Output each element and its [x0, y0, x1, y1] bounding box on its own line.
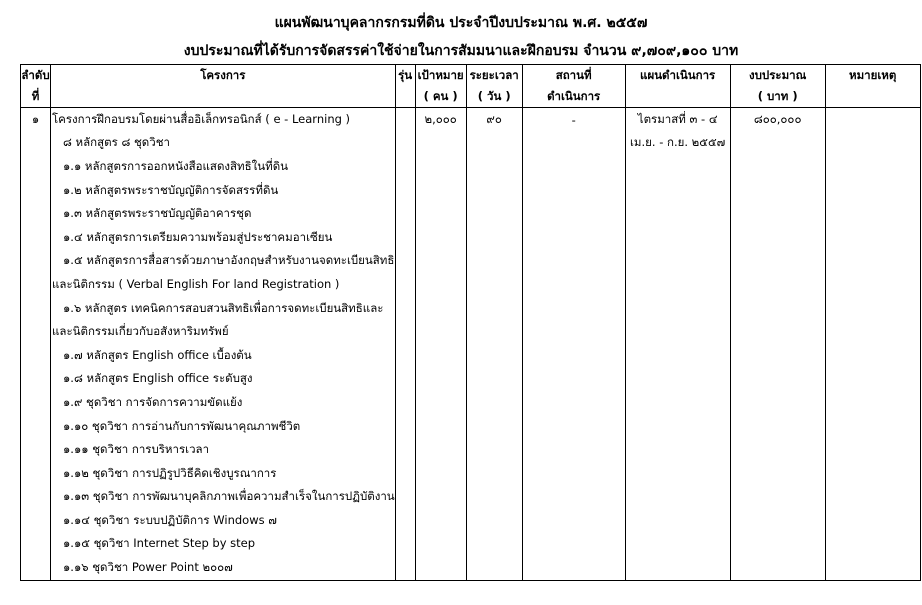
- cell-budget: [730, 509, 825, 533]
- cell-project: ๑.๑๔ ชุดวิชา ระบบปฏิบัติการ Windows ๗: [51, 509, 396, 533]
- cell-project: โครงการฝึกอบรมโดยผ่านสื่ออิเล็กทรอนิกส์ ( e - Learning ): [51, 108, 396, 132]
- table-row: [21, 108, 921, 132]
- cell-project: ๑.๙ ชุดวิชา การจัดการความขัดแย้ง: [51, 391, 396, 415]
- header-row-2: [21, 86, 921, 108]
- cell-target: [415, 462, 466, 486]
- cell-plan: [625, 179, 730, 203]
- col-batch-header: รุ่น: [395, 65, 415, 87]
- cell-target: [415, 320, 466, 344]
- cell-no: [21, 297, 51, 321]
- cell-place: [522, 368, 625, 392]
- cell-project: ๑.๖ หลักสูตร เทคนิคการสอบสวนสิทธิเพื่อการจดทะเบียนสิทธิและ: [51, 297, 396, 321]
- cell-remark: [825, 155, 920, 179]
- cell-no: [21, 155, 51, 179]
- cell-duration: [466, 368, 522, 392]
- table-row: [21, 155, 921, 179]
- cell-target: [415, 368, 466, 392]
- cell-no: [21, 533, 51, 557]
- cell-batch: [395, 438, 415, 462]
- cell-budget: [730, 438, 825, 462]
- cell-plan: [625, 320, 730, 344]
- cell-target: [415, 438, 466, 462]
- cell-target: [415, 202, 466, 226]
- cell-budget: [730, 486, 825, 510]
- cell-batch: [395, 368, 415, 392]
- table-row: [21, 368, 921, 392]
- cell-remark: [825, 533, 920, 557]
- table-row: [21, 297, 921, 321]
- cell-target: [415, 226, 466, 250]
- cell-no: [21, 320, 51, 344]
- cell-remark: [825, 556, 920, 580]
- cell-no: [21, 391, 51, 415]
- cell-place: -: [522, 108, 625, 132]
- col-no-header: ลำดับ: [21, 65, 51, 87]
- cell-budget: [730, 415, 825, 439]
- cell-duration: [466, 415, 522, 439]
- cell-place: [522, 509, 625, 533]
- cell-project: ๑.๔ หลักสูตรการเตรียมความพร้อมสู่ประชาคมอาเซียน: [51, 226, 396, 250]
- cell-duration: [466, 533, 522, 557]
- cell-budget: [730, 462, 825, 486]
- cell-duration: [466, 132, 522, 156]
- cell-budget: [730, 320, 825, 344]
- col-place-header-2: ดำเนินการ: [522, 86, 625, 108]
- cell-duration: [466, 179, 522, 203]
- table-row: [21, 438, 921, 462]
- cell-batch: [395, 415, 415, 439]
- cell-target: [415, 250, 466, 274]
- col-target-header: เป้าหมาย: [415, 65, 466, 87]
- cell-plan: [625, 438, 730, 462]
- col-duration-header: ระยะเวลา: [466, 65, 522, 87]
- cell-no: ๑: [21, 108, 51, 132]
- cell-no: [21, 226, 51, 250]
- cell-duration: [466, 438, 522, 462]
- col-target-unit: ( คน ): [415, 86, 466, 108]
- cell-batch: [395, 462, 415, 486]
- cell-target: [415, 179, 466, 203]
- cell-remark: [825, 509, 920, 533]
- table-row: [21, 132, 921, 156]
- cell-batch: [395, 509, 415, 533]
- document-title: แผนพัฒนาบุคลากรกรมที่ดิน ประจำปีงบประมาณ พ.ศ. ๒๕๕๗: [274, 15, 648, 31]
- cell-place: [522, 391, 625, 415]
- cell-batch: [395, 391, 415, 415]
- cell-budget: [730, 368, 825, 392]
- cell-duration: [466, 462, 522, 486]
- cell-duration: [466, 391, 522, 415]
- cell-target: [415, 486, 466, 510]
- table-row: [21, 344, 921, 368]
- cell-budget: [730, 297, 825, 321]
- cell-duration: [466, 226, 522, 250]
- cell-budget: [730, 132, 825, 156]
- cell-no: [21, 368, 51, 392]
- cell-project: และนิติกรรม ( Verbal English For land Registration ): [51, 273, 396, 297]
- col-no-header-2: ที่: [21, 86, 51, 108]
- cell-batch: [395, 250, 415, 274]
- cell-project: ๑.๑๖ ชุดวิชา Power Point ๒๐๐๗: [51, 556, 396, 580]
- cell-place: [522, 486, 625, 510]
- table-row: [21, 486, 921, 510]
- cell-duration: [466, 297, 522, 321]
- cell-place: [522, 250, 625, 274]
- cell-remark: [825, 438, 920, 462]
- cell-no: [21, 250, 51, 274]
- cell-remark: [825, 202, 920, 226]
- cell-target: [415, 391, 466, 415]
- cell-batch: [395, 556, 415, 580]
- cell-batch: [395, 486, 415, 510]
- cell-remark: [825, 368, 920, 392]
- cell-plan: [625, 273, 730, 297]
- cell-plan: [625, 486, 730, 510]
- col-project-header-2: [51, 86, 396, 108]
- cell-batch: [395, 202, 415, 226]
- cell-plan: [625, 344, 730, 368]
- cell-batch: [395, 320, 415, 344]
- table-row: [21, 391, 921, 415]
- cell-project: ๑.๘ หลักสูตร English office ระดับสูง: [51, 368, 396, 392]
- col-budget-header: งบประมาณ: [730, 65, 825, 87]
- cell-project: ๑.๑๐ ชุดวิชา การอ่านกับการพัฒนาคุณภาพชีวิต: [51, 415, 396, 439]
- cell-no: [21, 415, 51, 439]
- cell-duration: [466, 509, 522, 533]
- cell-duration: [466, 155, 522, 179]
- table-row: [21, 273, 921, 297]
- table-row: [21, 179, 921, 203]
- cell-remark: [825, 250, 920, 274]
- cell-place: [522, 179, 625, 203]
- cell-place: [522, 297, 625, 321]
- cell-target: [415, 415, 466, 439]
- cell-duration: [466, 273, 522, 297]
- cell-remark: [825, 344, 920, 368]
- cell-plan: [625, 250, 730, 274]
- cell-plan: [625, 509, 730, 533]
- cell-no: [21, 202, 51, 226]
- cell-budget: [730, 273, 825, 297]
- col-budget-unit: ( บาท ): [730, 86, 825, 108]
- table-row: [21, 415, 921, 439]
- cell-duration: [466, 202, 522, 226]
- cell-project: ๑.๑๓ ชุดวิชา การพัฒนาบุคลิกภาพเพื่อความสำเร็จในการปฏิบัติงาน: [51, 486, 396, 510]
- cell-duration: [466, 486, 522, 510]
- plan-table: [20, 64, 921, 581]
- cell-project: ๑.๑๒ ชุดวิชา การปฏิรูปวิธีคิดเชิงบูรณาการ: [51, 462, 396, 486]
- cell-no: [21, 179, 51, 203]
- col-duration-unit: ( วัน ): [466, 86, 522, 108]
- cell-project: ๑.๕ หลักสูตรการสื่อสารด้วยภาษาอังกฤษสำหรับงานจดทะเบียนสิทธิ: [51, 250, 396, 274]
- col-remark-header: หมายเหตุ: [825, 65, 920, 87]
- cell-plan: ไตรมาสที่ ๓ - ๔: [625, 108, 730, 132]
- cell-plan: เม.ย. - ก.ย. ๒๕๕๗: [625, 132, 730, 156]
- cell-budget: [730, 556, 825, 580]
- cell-batch: [395, 297, 415, 321]
- cell-duration: [466, 556, 522, 580]
- table-row: [21, 533, 921, 557]
- cell-place: [522, 320, 625, 344]
- cell-remark: [825, 179, 920, 203]
- cell-batch: [395, 155, 415, 179]
- cell-target: [415, 132, 466, 156]
- cell-project: ๘ หลักสูตร ๘ ชุดวิชา: [51, 132, 396, 156]
- cell-plan: [625, 155, 730, 179]
- cell-project: ๑.๑๑ ชุดวิชา การบริหารเวลา: [51, 438, 396, 462]
- cell-plan: [625, 533, 730, 557]
- cell-budget: [730, 226, 825, 250]
- cell-no: [21, 509, 51, 533]
- cell-project: และนิติกรรมเกี่ยวกับอสังหาริมทรัพย์: [51, 320, 396, 344]
- cell-budget: ๘๐๐,๐๐๐: [730, 108, 825, 132]
- col-plan-header: แผนดำเนินการ: [625, 65, 730, 87]
- cell-plan: [625, 462, 730, 486]
- cell-project: ๑.๑๕ ชุดวิชา Internet Step by step: [51, 533, 396, 557]
- cell-target: [415, 273, 466, 297]
- cell-batch: [395, 132, 415, 156]
- table-row: [21, 226, 921, 250]
- col-project-header: โครงการ: [51, 65, 396, 87]
- table-row: [21, 250, 921, 274]
- cell-no: [21, 438, 51, 462]
- col-batch-header-2: [395, 86, 415, 108]
- table-row: [21, 320, 921, 344]
- col-place-header: สถานที่: [522, 65, 625, 87]
- cell-remark: [825, 391, 920, 415]
- cell-remark: [825, 320, 920, 344]
- cell-remark: [825, 415, 920, 439]
- cell-remark: [825, 486, 920, 510]
- cell-plan: [625, 202, 730, 226]
- cell-no: [21, 556, 51, 580]
- cell-plan: [625, 297, 730, 321]
- cell-place: [522, 132, 625, 156]
- header-row-1: [21, 65, 921, 87]
- document-subtitle: งบประมาณที่ได้รับการจัดสรรค่าใช้จ่ายในการสัมมนาและฝึกอบรม จำนวน ๙,๗๐๙,๑๐๐ บาท: [183, 43, 739, 59]
- cell-remark: [825, 108, 920, 132]
- cell-remark: [825, 226, 920, 250]
- cell-remark: [825, 132, 920, 156]
- cell-batch: [395, 273, 415, 297]
- cell-duration: [466, 250, 522, 274]
- cell-plan: [625, 368, 730, 392]
- table-row: [21, 462, 921, 486]
- cell-target: [415, 155, 466, 179]
- cell-place: [522, 155, 625, 179]
- cell-project: ๑.๑ หลักสูตรการออกหนังสือแสดงสิทธิในที่ดิน: [51, 155, 396, 179]
- cell-budget: [730, 344, 825, 368]
- cell-project: ๑.๓ หลักสูตรพระราชบัญญัติอาคารชุด: [51, 202, 396, 226]
- cell-target: [415, 533, 466, 557]
- table-row: [21, 509, 921, 533]
- cell-target: [415, 509, 466, 533]
- cell-batch: [395, 108, 415, 132]
- cell-no: [21, 132, 51, 156]
- cell-plan: [625, 226, 730, 250]
- cell-target: [415, 556, 466, 580]
- cell-place: [522, 556, 625, 580]
- cell-batch: [395, 533, 415, 557]
- cell-duration: ๙๐: [466, 108, 522, 132]
- cell-place: [522, 415, 625, 439]
- col-remark-header-2: [825, 86, 920, 108]
- cell-place: [522, 344, 625, 368]
- cell-place: [522, 462, 625, 486]
- cell-target: ๒,๐๐๐: [415, 108, 466, 132]
- cell-no: [21, 486, 51, 510]
- cell-batch: [395, 179, 415, 203]
- cell-project: ๑.๗ หลักสูตร English office เบื้องต้น: [51, 344, 396, 368]
- table-row: [21, 556, 921, 580]
- cell-plan: [625, 556, 730, 580]
- cell-budget: [730, 155, 825, 179]
- cell-budget: [730, 179, 825, 203]
- cell-no: [21, 462, 51, 486]
- cell-budget: [730, 202, 825, 226]
- cell-budget: [730, 250, 825, 274]
- cell-target: [415, 297, 466, 321]
- cell-plan: [625, 415, 730, 439]
- cell-place: [522, 438, 625, 462]
- cell-no: [21, 273, 51, 297]
- cell-place: [522, 226, 625, 250]
- cell-no: [21, 344, 51, 368]
- cell-place: [522, 202, 625, 226]
- cell-batch: [395, 344, 415, 368]
- cell-remark: [825, 297, 920, 321]
- col-plan-header-2: [625, 86, 730, 108]
- cell-place: [522, 273, 625, 297]
- cell-plan: [625, 391, 730, 415]
- cell-batch: [395, 226, 415, 250]
- cell-remark: [825, 273, 920, 297]
- cell-project: ๑.๒ หลักสูตรพระราชบัญญัติการจัดสรรที่ดิน: [51, 179, 396, 203]
- cell-budget: [730, 391, 825, 415]
- cell-remark: [825, 462, 920, 486]
- cell-budget: [730, 533, 825, 557]
- table-row: [21, 202, 921, 226]
- cell-place: [522, 533, 625, 557]
- cell-duration: [466, 344, 522, 368]
- cell-duration: [466, 320, 522, 344]
- cell-target: [415, 344, 466, 368]
